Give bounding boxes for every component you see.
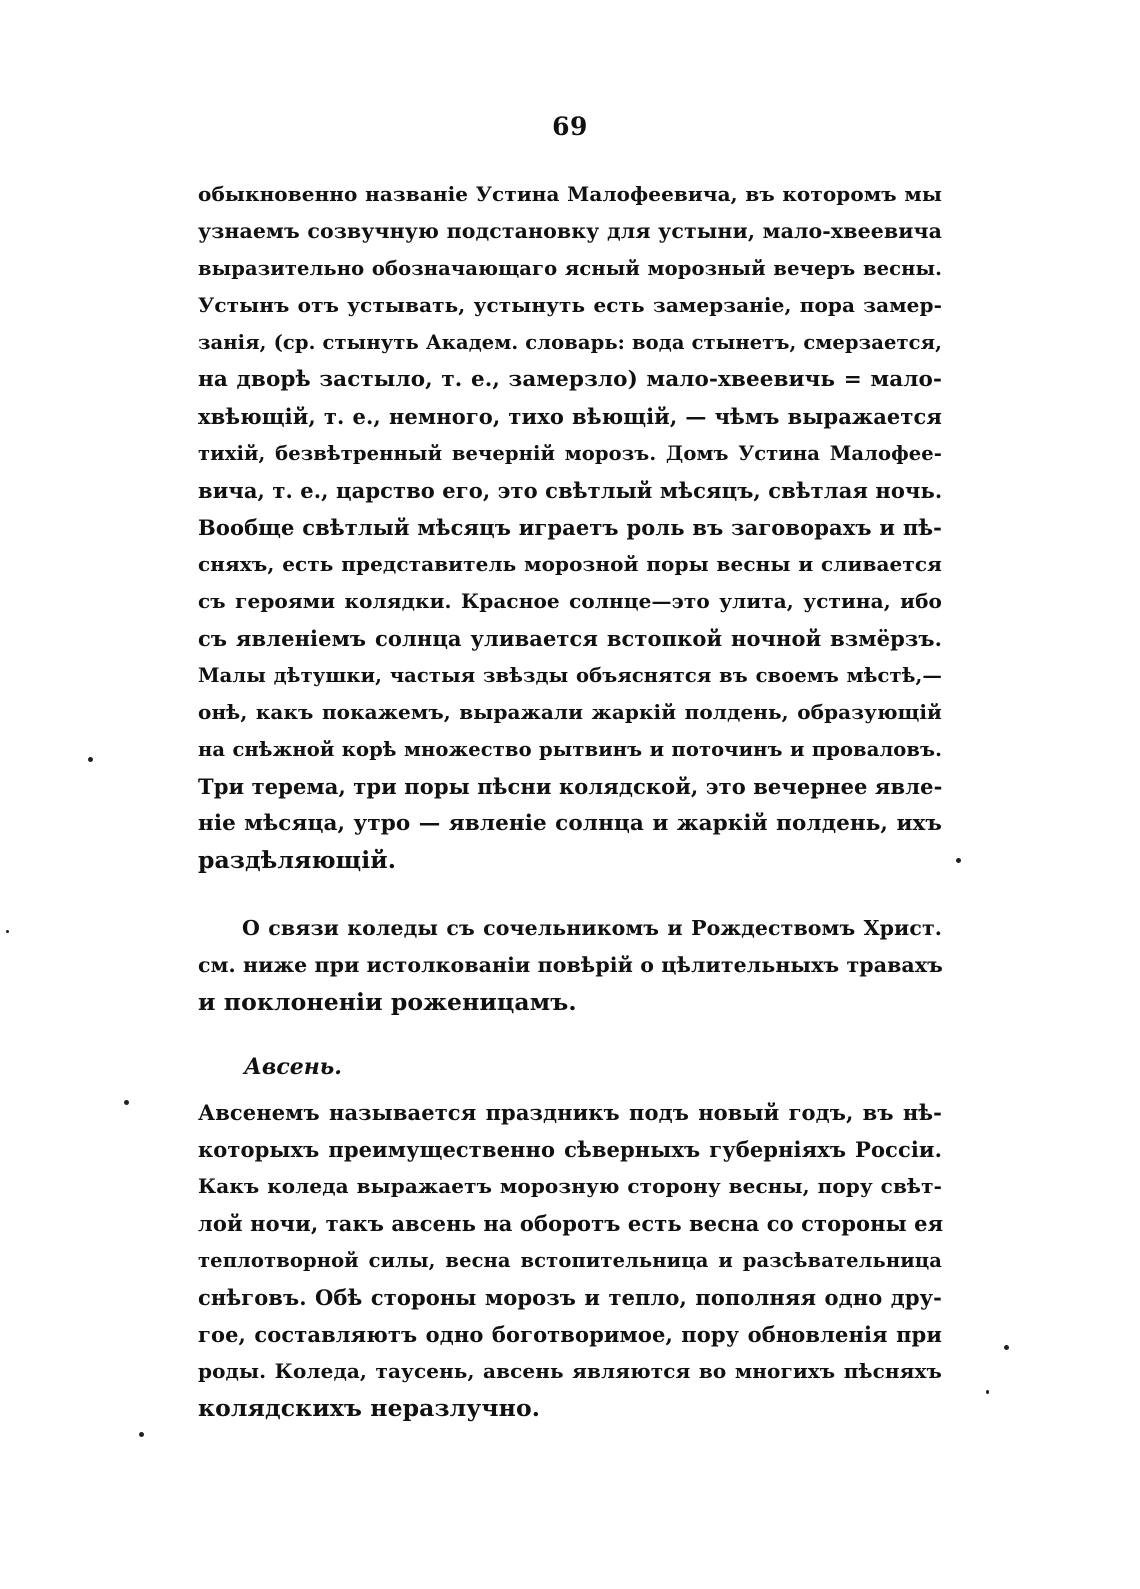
text-line: съ героями колядки. Красное солнце—это улита, устина, ибо — [198, 589, 942, 613]
text-line: и поклоненіи роженицамъ. — [198, 988, 577, 1016]
text-line: раздѣляющій. — [198, 846, 397, 874]
text-line: на снѣжной корѣ множество рытвинъ и поточинъ и проваловъ. — [198, 738, 942, 761]
text-line: тихій, безвѣтренный вечерній морозъ. Домъ Устина Малофее- — [198, 442, 942, 465]
section-heading: Авсень. — [244, 1054, 342, 1080]
text-line: О связи коледы съ сочельникомъ и Рождествомъ Христ. — [242, 916, 942, 940]
text-line: снѣговъ. Обѣ стороны морозъ и тепло, пополняя одно дру- — [198, 1285, 942, 1310]
text-line: онѣ, какъ покажемъ, выражали жаркій полдень, образующій — [198, 700, 942, 724]
scan-speck — [139, 1432, 144, 1437]
text-line: Какъ коледа выражаетъ морозную сторону весны, пору свѣт- — [198, 1174, 942, 1198]
scan-speck — [6, 930, 9, 933]
paragraph-ustin — [198, 176, 942, 879]
text-line: которыхъ преимущественно сѣверныхъ губерніяхъ Россіи. — [198, 1137, 942, 1162]
text-line: вича, т. е., царство его, это свѣтлый мѣсяцъ, свѣтлая ночь. — [198, 478, 943, 503]
text-line: хвѣющій, т. е., немного, тихо вѣющій, — чѣмъ выражается — [198, 404, 942, 429]
scan-speck — [1004, 1345, 1009, 1350]
text-line: выразительно обозначающаго ясный морозный вечеръ весны. — [198, 257, 942, 280]
text-line: съ явленіемъ солнца уливается встопкой ночной взмёрзъ. — [198, 626, 942, 651]
scan-speck — [986, 1390, 989, 1394]
text-line: занія, (ср. стынуть Академ. словарь: вода стынетъ, смерзается, — [198, 331, 942, 354]
text-line: Вообще свѣтлый мѣсяцъ играетъ роль въ заговорахъ и пѣ- — [198, 515, 942, 540]
text-line: Малы дѣтушки, частыя звѣзды объяснятся въ своемъ мѣстѣ,— — [198, 664, 942, 687]
text-line: роды. Коледа, таусень, авсень являются во многихъ пѣсняхъ — [198, 1359, 942, 1383]
text-line: Авсенемъ называется праздникъ подъ новый годъ, въ нѣ- — [198, 1100, 942, 1125]
paragraph-koleda-note — [198, 910, 942, 1021]
text-line: сняхъ, есть представитель морозной поры весны и сливается — [198, 552, 942, 576]
text-line: Три терема, три поры пѣсни колядской, это вечернее явле- — [198, 774, 943, 799]
text-line: теплотворной силы, весна встопительница и разсѣвательница — [198, 1249, 942, 1272]
paragraph-avsen — [198, 1094, 942, 1427]
scan-speck — [956, 858, 961, 863]
text-line: на дворѣ застыло, т. е., замерзло) мало-хвеевичь = мало- — [198, 367, 942, 392]
scan-speck — [88, 757, 93, 762]
text-line: см. ниже при истолкованіи повѣрій о цѣлительныхъ травахъ — [198, 953, 943, 977]
text-line: ніе мѣсяца, утро — явленіе солнца и жаркій полдень, ихъ — [198, 811, 942, 836]
scan-speck — [124, 1100, 129, 1105]
text-line: колядскихъ неразлучно. — [198, 1394, 541, 1422]
text-line: Устынъ отъ устывать, устынуть есть замерзаніе, пора замер- — [198, 293, 942, 317]
page-number: 69 — [552, 112, 588, 141]
text-line: лой ночи, такъ авсень на оборотъ есть весна со стороны ея — [198, 1211, 944, 1236]
text-line: узнаемъ созвучную подстановку для устыни, мало-хвеевича — [198, 219, 942, 243]
text-line: гое, составляютъ одно боготворимое, пору обновленія при — [198, 1322, 942, 1347]
text-line: обыкновенно названіе Устина Малофеевича, въ которомъ мы — [198, 182, 942, 206]
